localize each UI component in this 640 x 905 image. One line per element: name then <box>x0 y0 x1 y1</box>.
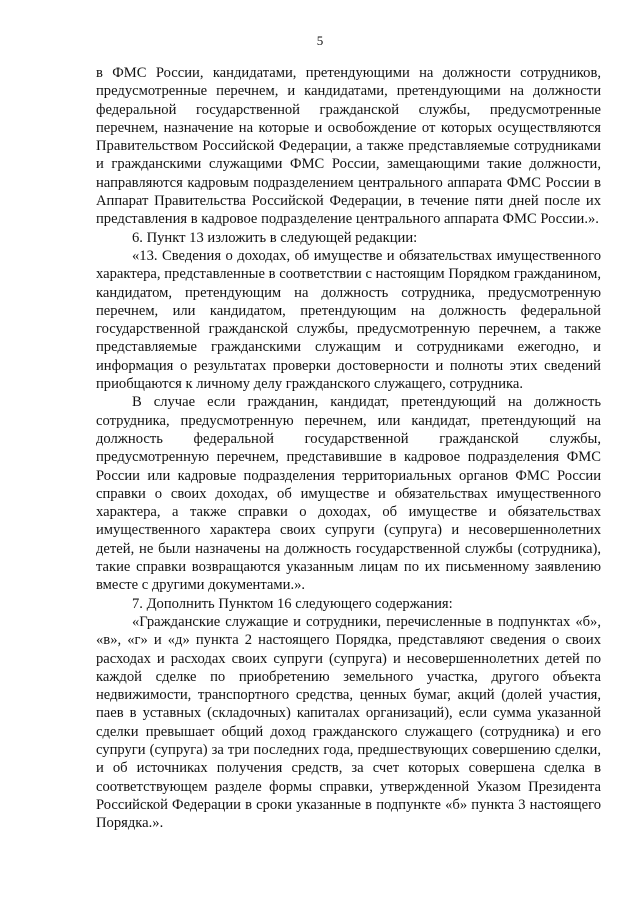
paragraph-item-13-second: В случае если гражданин, кандидат, претендующий на должность сотрудника, предусмотренную перечнем, или кандидат, претендующий на должность федеральной государственной гражданской службы, предусмотренную перечнем, представившие в кадровое подразделения ФМС России или кадровые подразделения территориальных органов ФМС России справки о своих доходах, об имуществе и обязательствах имущественного характера, а также справки о доходах, об имуществе и обязательствах имущественного характера своих супруги (супруга) и несовершеннолетних детей, не были назначены на должность государственной службы (сотрудника), такие справки возвращаются указанным лицам по их письменному заявлению вместе с другими документами.». <box>96 394 601 594</box>
paragraph-item-13-text: «13. Сведения о доходах, об имуществе и обязательствах имущественного характера, представленные в соответствии с настоящим Порядком гражданином, кандидатом, претендующим на должность сотрудника, предусмотренную перечнем, или кандидатом, претендующим на должность федеральной государственной гражданской службы, предусмотренную перечнем, а также представляемые гражданскими служащим и сотрудниками ежегодно, и информация о результатах проверки достоверности и полноты этих сведений приобщаются к личному делу гражданского служащего, сотрудника. <box>96 247 601 393</box>
paragraph-item-6-heading: 6. Пункт 13 изложить в следующей редакции: <box>132 229 418 246</box>
paragraph-continuation: в ФМС России, кандидатами, претендующими на должности сотрудников, предусмотренные перечнем, и кандидатами, претендующими на должности федеральной государственной гражданской службы, предусмотренные перечнем, назначение на которые и освобождение от которых осуществляются Правительством Российской Федерации, а также представляемые сотрудниками и гражданскими служащими ФМС России, замещающими такие должности, направляются кадровым подразделением центрального аппарата ФМС России в Аппарат Правительства Российской Федерации, в течение пяти дней после их представления в кадровое подразделение центрального аппарата ФМС России.». <box>96 65 601 228</box>
document-body <box>96 64 601 832</box>
page-number: 5 <box>316 33 324 48</box>
paragraph-item-16-text: «Гражданские служащие и сотрудники, перечисленные в подпунктах «б», «в», «г» и «д» пункта 2 настоящего Порядка, представляют сведения о своих расходах и расходах своих супруги (супруга) и несовершеннолетних детей по каждой сделке по приобретению земельного участка, другого объекта недвижимости, транспортного средства, ценных бумаг, акций (долей участия, паев в уставных (складочных) капиталах организаций), если сумма указанной сделки превышает общий доход гражданского служащего (сотрудника) и его супруги (супруга) за три последних года, предшествующих совершению сделки, и об источниках получения средств, за счет которых совершена сделка в соответствующем разделе формы справки, утвержденной Указом Президента Российской Федерации в сроки указанные в подпункте «б» пункта 3 настоящего Порядка.». <box>96 613 601 832</box>
paragraph-item-7-heading: 7. Дополнить Пунктом 16 следующего содержания: <box>132 595 453 612</box>
